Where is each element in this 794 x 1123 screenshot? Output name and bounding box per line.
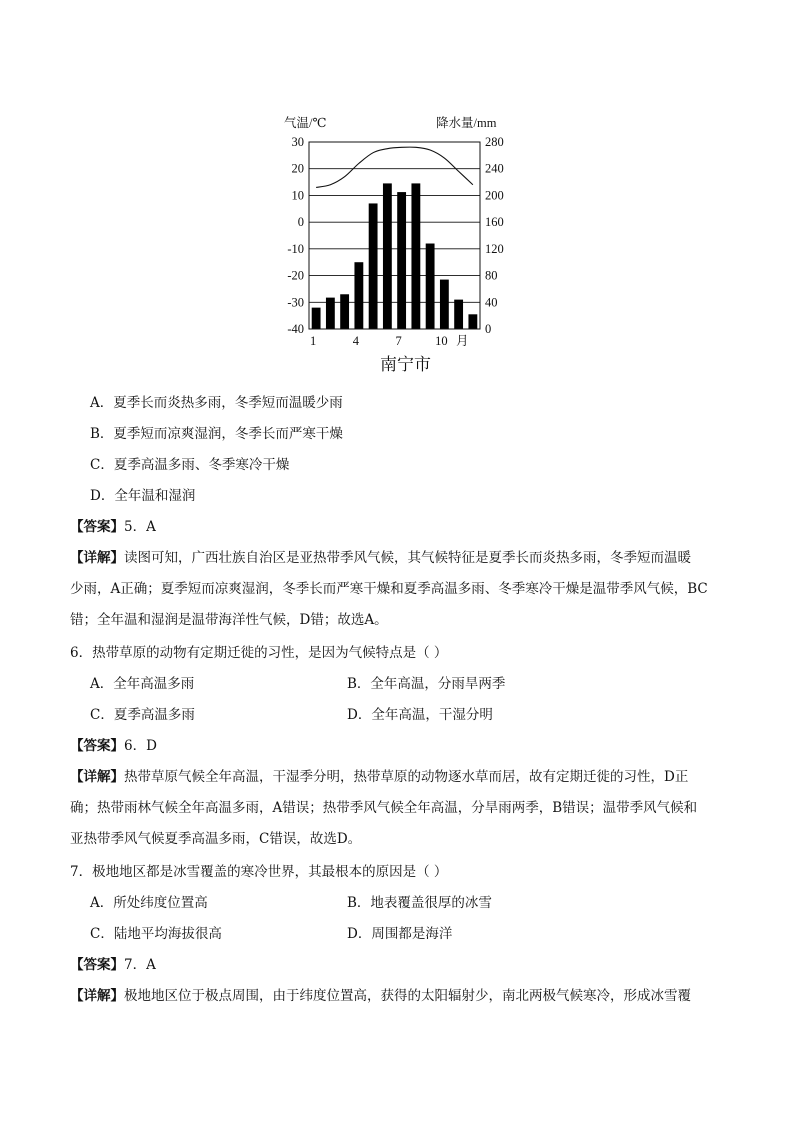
precipitation-bar: [383, 183, 392, 329]
y-left-tick-label: 20: [291, 161, 304, 176]
precipitation-bar: [340, 294, 349, 329]
climate-chart-nanning: [270, 105, 520, 377]
answer-tag: 【答案】: [70, 738, 124, 754]
y-left-tick-label: 0: [297, 215, 304, 230]
q7-option-c: C．陆地平均海拔很高: [90, 926, 222, 942]
q7-answer: [70, 955, 156, 975]
precipitation-bar: [411, 183, 420, 329]
precipitation-bars: [312, 183, 478, 329]
y-left-tick-label: 30: [291, 135, 304, 149]
q7-option-d: D．周围都是海洋: [347, 926, 453, 942]
q5-detail-line-3: 错；全年温和湿润是温带海洋性气候，D错；故选A。: [70, 612, 388, 628]
y-right-tick-label: 200: [485, 188, 504, 203]
precipitation-bar: [468, 314, 477, 329]
precipitation-bar: [426, 244, 435, 329]
q7-detail-line-1: [70, 986, 691, 1006]
x-axis-unit: 月: [456, 334, 469, 348]
y-right-tick-label: 120: [485, 241, 504, 256]
detail-text: 极地地区位于极点周围，由于纬度位置高，获得的太阳辐射少，南北两极气候寒冷，形成冰雪覆: [124, 988, 691, 1004]
y-left-tick-label: -30: [287, 295, 304, 310]
y-left-axis-label: 气温/℃: [284, 116, 327, 130]
precipitation-bar: [326, 298, 335, 329]
y-right-tick-label: 160: [485, 215, 504, 230]
x-tick-label: 10: [435, 334, 448, 348]
q5-option-b: B．夏季短而凉爽湿润，冬季长而严寒干燥: [90, 426, 343, 442]
y-right-tick-label: 240: [485, 161, 504, 176]
answer-tag: 【答案】: [70, 957, 124, 973]
y-left-tick-label: -10: [287, 241, 304, 256]
y-right-axis-label: 降水量/mm: [436, 116, 497, 130]
x-tick-label: 7: [395, 334, 402, 348]
detail-tag: 【详解】: [70, 769, 124, 785]
grid-lines: [309, 169, 480, 303]
q6-answer: [70, 736, 157, 756]
x-tick-label: 4: [352, 334, 359, 348]
precipitation-bar: [454, 300, 463, 329]
answer-value: 7．A: [124, 957, 156, 973]
q5-answer: [70, 517, 156, 537]
q6-detail-line-3: 亚热带季风气候夏季高温多雨，C错误，故选D。: [70, 831, 362, 847]
q5-detail-line-2: 少雨，A正确；夏季短而凉爽湿润，冬季长而严寒干燥和夏季高温多雨、冬季寒冷干燥是温带季风气候，BC: [70, 581, 708, 597]
y-right-tick-label: 0: [485, 322, 492, 336]
precipitation-bar: [312, 308, 321, 329]
x-tick-label: 1: [310, 334, 317, 348]
q6-detail-line-1: [70, 767, 688, 787]
precipitation-bar: [369, 203, 378, 329]
q5-option-d: D．全年温和湿润: [90, 488, 196, 504]
q6-option-a: A．全年高温多雨: [90, 676, 195, 692]
q7-option-a: A．所处纬度位置高: [90, 895, 208, 911]
q7-option-b: B．地表覆盖很厚的冰雪: [347, 895, 492, 911]
q6-option-c: C．夏季高温多雨: [90, 707, 195, 723]
answer-value: 6．D: [124, 738, 157, 754]
precipitation-bar: [397, 192, 406, 329]
y-left-tick-label: -20: [287, 268, 304, 283]
q6-option-b: B．全年高温，分雨旱两季: [347, 676, 506, 692]
detail-text: 热带草原气候全年高温，干湿季分明，热带草原的动物逐水草而居，故有定期迁徙的习性，D正: [124, 769, 689, 785]
q6-stem: 6．热带草原的动物有定期迁徙的习性，是因为气候特点是（ ）: [70, 645, 448, 661]
q7-stem: 7．极地地区都是冰雪覆盖的寒冷世界，其最根本的原因是（ ）: [70, 864, 448, 880]
q5-option-a: A．夏季长而炎热多雨，冬季短而温暖少雨: [90, 395, 343, 411]
detail-tag: 【详解】: [70, 550, 124, 566]
temperature-line: [316, 147, 473, 187]
detail-tag: 【详解】: [70, 988, 124, 1004]
answer-tag: 【答案】: [70, 519, 124, 535]
answer-value: 5．A: [124, 519, 156, 535]
y-right-ticks: [485, 135, 504, 336]
q5-option-c: C．夏季高温多雨、冬季寒冷干燥: [90, 457, 290, 473]
q5-detail-line-1: [70, 548, 691, 568]
y-left-ticks: [287, 135, 304, 336]
chart-title: 南宁市: [380, 355, 431, 374]
y-right-tick-label: 40: [485, 295, 498, 310]
q6-option-d: D．全年高温，干湿分明: [347, 707, 493, 723]
x-ticks: [310, 334, 448, 348]
y-left-tick-label: -40: [287, 322, 304, 336]
detail-text: 读图可知，广西壮族自治区是亚热带季风气候，其气候特征是夏季长而炎热多雨，冬季短而温暖: [124, 550, 691, 566]
y-right-tick-label: 280: [485, 135, 504, 149]
precipitation-bar: [440, 280, 449, 329]
precipitation-bar: [354, 262, 363, 329]
q6-detail-line-2: 确；热带雨林气候全年高温多雨，A错误；热带季风气候全年高温，分旱雨两季，B错误；温带季风气候和: [70, 800, 698, 816]
y-left-tick-label: 10: [291, 188, 304, 203]
y-right-tick-label: 80: [485, 268, 498, 283]
